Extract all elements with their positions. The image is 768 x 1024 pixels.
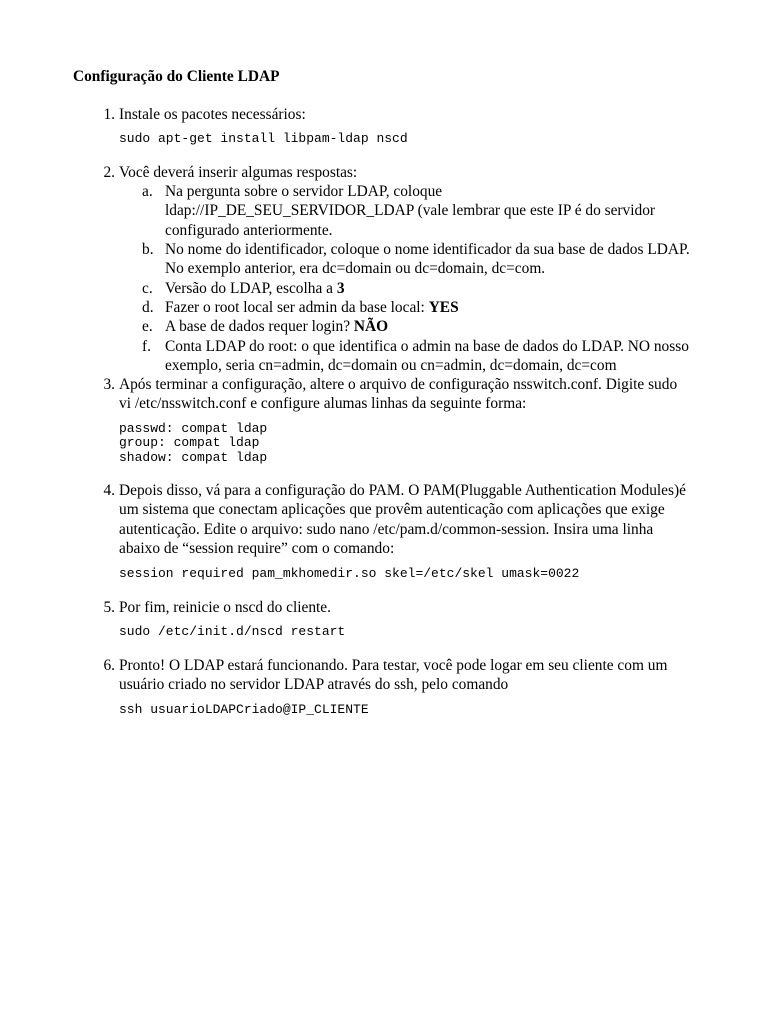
code-line: group: compat ldap [119, 435, 260, 451]
answer-value: 3 [336, 280, 345, 297]
substep-text: A base de dados requer login? [165, 318, 354, 335]
step-number: 1. [103, 106, 115, 123]
code-line: passwd: compat ldap [119, 421, 268, 436]
step-number: 3. [103, 376, 115, 393]
substep-line: Conta LDAP do root: o que identifica o admin na base de dados do LDAP. NO nosso [165, 338, 689, 355]
substep-a [142, 182, 702, 240]
step-1-code [97, 132, 697, 146]
step-number: 2. [103, 164, 115, 181]
step-line: Depois disso, vá para a configuração do PAM. O PAM(Pluggable Authentication Modules)é [119, 482, 686, 499]
step-text: Instale os pacotes necessários: [119, 106, 306, 123]
step-line: vi /etc/nsswitch.conf e configure alumas linhas da seguinte forma: [119, 395, 527, 413]
step-4-code [97, 567, 697, 581]
document-title: Configuração do Cliente LDAP [73, 68, 280, 85]
step-line: usuário criado no servidor LDAP através do ssh, pelo comando [119, 676, 509, 694]
step-number: 6. [103, 657, 115, 674]
step-3 [97, 375, 697, 414]
substep-letter: e. [142, 318, 153, 335]
substep-line: configurado anteriormente. [165, 221, 333, 239]
step-text: Você deverá inserir algumas respostas: [119, 164, 358, 181]
code-line: sudo apt-get install libpam-ldap nscd [119, 131, 408, 146]
code-line: ssh usuarioLDAPCriado@IP_CLIENTE [119, 702, 369, 717]
answer-value: NÃO [353, 318, 389, 335]
step-2 [97, 163, 697, 182]
substep-text: Fazer o root local ser admin da base local: [165, 299, 429, 316]
step-text: Por fim, reinicie o nscd do cliente. [119, 599, 331, 616]
substep-line: Na pergunta sobre o servidor LDAP, coloque [165, 183, 443, 200]
step-6 [97, 656, 697, 695]
substep-line: exemplo, seria cn=admin, dc=domain ou cn=admin, dc=domain, dc=com [165, 357, 617, 375]
answer-value: YES [428, 299, 459, 316]
step-line: um sistema que conectam aplicações que provêm autenticação com aplicações que exige [119, 501, 665, 519]
substep-letter: d. [142, 299, 154, 316]
step-4 [97, 481, 697, 559]
substep-f [142, 337, 702, 376]
substep-c [142, 279, 702, 298]
step-line: autenticação. Edite o arquivo: sudo nano /etc/pam.d/common-session. Insira uma linha [119, 520, 654, 538]
substep-letter: f. [142, 338, 151, 355]
substep-text: Versão do LDAP, escolha a [165, 280, 337, 297]
code-line: sudo /etc/init.d/nscd restart [119, 624, 346, 639]
substep-d [142, 298, 702, 317]
step-1 [97, 105, 697, 124]
substep-e [142, 317, 702, 336]
step-3-code [97, 422, 697, 465]
code-line: session required pam_mkhomedir.so skel=/etc/skel umask=0022 [119, 566, 580, 581]
step-5-code [97, 625, 697, 639]
step-5 [97, 598, 697, 617]
step-line: Pronto! O LDAP estará funcionando. Para testar, você pode logar em seu cliente com um [119, 657, 668, 674]
substep-letter: c. [142, 280, 153, 297]
substep-b [142, 240, 702, 279]
step-6-code [97, 703, 697, 717]
step-number: 4. [103, 482, 115, 499]
substep-line: No nome do identificador, coloque o nome identificador da sua base de dados LDAP. [165, 241, 690, 258]
substep-line: ldap://IP_DE_SEU_SERVIDOR_LDAP (vale lembrar que este IP é do servidor [165, 202, 656, 220]
step-number: 5. [103, 599, 115, 616]
step-line: Após terminar a configuração, altere o arquivo de configuração nsswitch.conf. Digite sudo [119, 376, 678, 393]
substep-letter: b. [142, 241, 154, 258]
substep-line: No exemplo anterior, era dc=domain ou dc=domain, dc=com. [165, 260, 546, 278]
code-line: shadow: compat ldap [119, 449, 268, 465]
step-line: abaixo de “session require” com o comando: [119, 540, 395, 558]
substep-letter: a. [142, 183, 153, 200]
